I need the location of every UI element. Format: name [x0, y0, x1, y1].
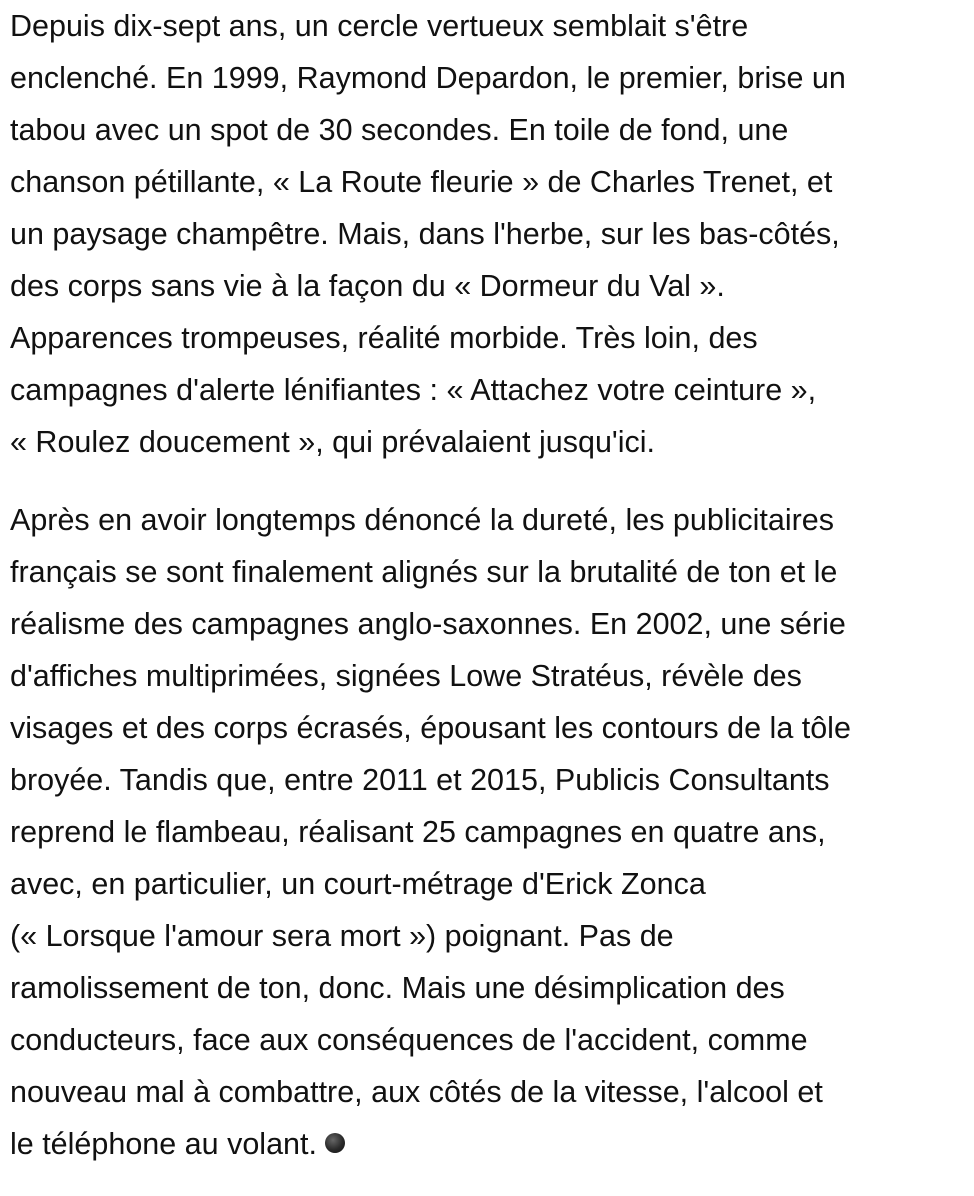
text-line: « Roulez doucement », qui prévalaient jusqu'ici.: [10, 425, 656, 459]
last-text-line: [10, 1118, 960, 1170]
text-line: français se sont finalement alignés sur la brutalité de ton et le: [10, 555, 838, 589]
text-line: un paysage champêtre. Mais, dans l'herbe, sur les bas-côtés,: [10, 217, 840, 251]
text-line: (« Lorsque l'amour sera mort ») poignant. Pas de: [10, 919, 674, 953]
text-line: avec, en particulier, un court-métrage d'Erick Zonca: [10, 867, 706, 901]
text-line: chanson pétillante, « La Route fleurie » de Charles Trenet, et: [10, 165, 833, 199]
text-line: Apparences trompeuses, réalité morbide. Très loin, des: [10, 321, 758, 355]
text-line: conducteurs, face aux conséquences de l'accident, comme: [10, 1023, 808, 1057]
text-line: Depuis dix-sept ans, un cercle vertueux semblait s'être: [10, 9, 749, 43]
text-line: réalisme des campagnes anglo-saxonnes. En 2002, une série: [10, 607, 846, 641]
text-line: campagnes d'alerte lénifiantes : « Attachez votre ceinture »,: [10, 373, 817, 407]
text-line: Après en avoir longtemps dénoncé la dureté, les publicitaires: [10, 503, 834, 537]
text-line: ramolissement de ton, donc. Mais une désimplication des: [10, 971, 785, 1005]
text-line: reprend le flambeau, réalisant 25 campagnes en quatre ans,: [10, 815, 826, 849]
paragraph-2: [10, 494, 960, 1170]
article-body: [10, 0, 960, 1170]
text-line: visages et des corps écrasés, épousant les contours de la tôle: [10, 711, 851, 745]
paragraph-spacer: [10, 468, 960, 494]
text-line: nouveau mal à combattre, aux côtés de la vitesse, l'alcool et: [10, 1075, 823, 1109]
text-line: des corps sans vie à la façon du « Dormeur du Val ».: [10, 269, 725, 303]
text-line: broyée. Tandis que, entre 2011 et 2015, Publicis Consultants: [10, 763, 830, 797]
text-line: d'affiches multiprimées, signées Lowe Stratéus, révèle des: [10, 659, 802, 693]
text-line: tabou avec un spot de 30 secondes. En toile de fond, une: [10, 113, 789, 147]
text-line: enclenché. En 1999, Raymond Depardon, le premier, brise un: [10, 61, 846, 95]
text-line-content: le téléphone au volant.: [10, 1127, 317, 1161]
paragraph-1: [10, 0, 960, 468]
end-of-article-dot-icon: [325, 1133, 345, 1153]
